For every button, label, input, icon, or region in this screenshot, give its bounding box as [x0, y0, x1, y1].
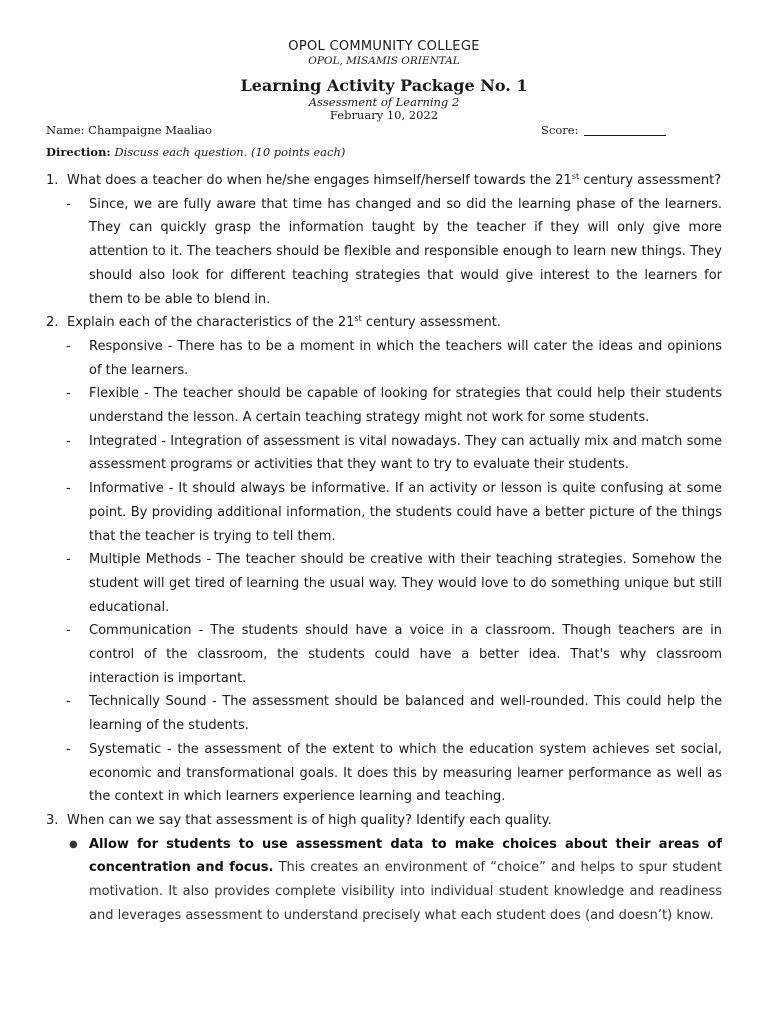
- answer-item: [46, 335, 722, 382]
- score-label: Score:: [541, 123, 579, 137]
- name-line: [46, 123, 212, 137]
- answer-text: Technically Sound - The assessment should be balanced and well-rounded. This could help the learning of the students.: [89, 694, 722, 734]
- question-text-end: century assessment?: [579, 173, 722, 188]
- college-name: OPOL COMMUNITY COLLEGE: [288, 39, 480, 54]
- dash-marker: -: [66, 196, 71, 212]
- question-number: 3.: [46, 812, 59, 828]
- questions-body: [46, 169, 722, 928]
- college-address: OPOL, MISAMIS ORIENTAL: [308, 55, 460, 67]
- bullet-bold-text: Allow for students to use assessment data to make choices about their areas of concentration and focus.: [89, 836, 722, 876]
- question-text: Explain each of the characteristics of the 21: [67, 315, 355, 331]
- question-1: [46, 169, 722, 193]
- student-name: Champaigne Maaliao: [88, 123, 212, 137]
- answer-text: Systematic - the assessment of the extent to which the education system achieves set social, economic and transformational goals. It does this by measuring learner performance as well as the context in which learners experience learning and teaching.: [89, 741, 722, 805]
- dash-marker: -: [66, 623, 71, 639]
- question-text-end: century assessment.: [361, 315, 501, 331]
- score-blank: [584, 124, 666, 136]
- question-number: 1.: [46, 173, 59, 188]
- answer-text: Responsive - There has to be a moment in which the teachers will cater the ideas and opinions of the learners.: [89, 338, 722, 378]
- subject-title: Assessment of Learning 2: [308, 95, 460, 109]
- answer-text: Informative - It should always be informative. If an activity or lesson is quite confusing at some point. By providing additional information, the students could have a better picture of the things that the teacher is trying to tell them.: [89, 481, 722, 544]
- bullet-item: [46, 833, 722, 928]
- answer-item: [46, 430, 722, 477]
- answer-item: [46, 477, 722, 548]
- document-date: February 10, 2022: [329, 108, 439, 122]
- question-2: [46, 311, 722, 335]
- dash-marker: -: [66, 481, 71, 497]
- superscript: st: [354, 314, 362, 324]
- question-text: What does a teacher do when he/she engages himself/herself towards the 21: [67, 173, 572, 188]
- bullet-text: This creates an environment of “choice” and helps to spur student motivation. It also provides complete visibility into individual student knowledge and readiness and leverages assessment to understand precisely what each student does (and doesn’t) know.: [89, 860, 722, 923]
- answer-text: Integrated - Integration of assessment is vital nowadays. They can actually mix and match some assessment programs or activities that they want to try to evaluate their students.: [89, 433, 722, 473]
- dash-marker: -: [66, 433, 71, 449]
- question-number: 2.: [46, 315, 59, 331]
- question-text: When can we say that assessment is of high quality? Identify each quality.: [67, 812, 552, 828]
- dash-marker: -: [66, 338, 71, 354]
- answer-text: Multiple Methods - The teacher should be creative with their teaching strategies. Somehow the student will get tired of learning the usual way. They would love to do something unique but still educational.: [89, 552, 722, 615]
- page-title: Learning Activity Package No. 1: [240, 76, 528, 95]
- dash-marker: -: [66, 386, 71, 402]
- answer-item: [46, 382, 722, 429]
- answer-item: [46, 548, 722, 619]
- direction-text: Discuss each question. (10 points each): [114, 145, 346, 159]
- superscript: st: [571, 172, 580, 181]
- dash-marker: -: [66, 741, 71, 757]
- answer-item: [46, 690, 722, 737]
- bullet-dot-icon: ●: [69, 838, 78, 850]
- answer-text: Since, we are fully aware that time has changed and so did the learning phase of the learners. They can quickly grasp the information taught by the teacher if they will only give more attention to it. The teachers should be flexible and responsible enough to learn new things. They should also look for different teaching strategies that would give interest to the learners for them to be able to blend in.: [89, 196, 722, 307]
- direction-line: [46, 145, 345, 159]
- answer-item: [46, 738, 722, 809]
- answer-item: [46, 619, 722, 690]
- question-3: [46, 809, 722, 833]
- direction-label: Direction:: [46, 145, 111, 159]
- answer-text: Flexible - The teacher should be capable of looking for strategies that could help their students understand the lesson. A certain teaching strategy might not work for some students.: [89, 386, 722, 426]
- answer-text: Communication - The students should have a voice in a classroom. Though teachers are in control of the classroom, the students could have a better idea. That's why classroom interaction is important.: [89, 623, 722, 686]
- answer-item: [46, 193, 722, 312]
- name-label: Name:: [46, 123, 85, 137]
- score-line: [541, 123, 666, 137]
- dash-marker: -: [66, 552, 71, 568]
- dash-marker: -: [66, 694, 71, 710]
